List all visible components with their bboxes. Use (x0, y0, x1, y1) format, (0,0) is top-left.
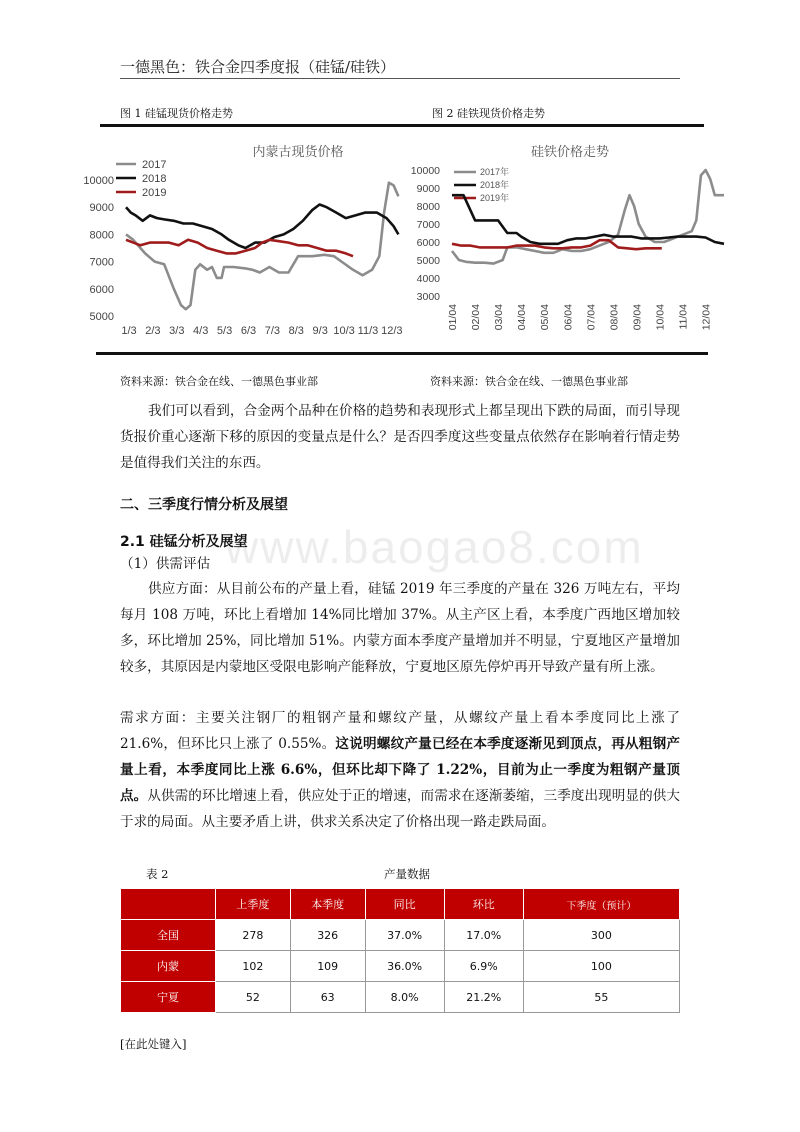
table-cell: 55 (523, 982, 679, 1013)
chart2-y-axis (411, 165, 440, 303)
chart2-y-tick-label: 5000 (416, 255, 440, 267)
demand-text-bold: 这说明螺纹产量已经在本季度逐渐见到顶点，再从粗钢产量上看，本季度同比上涨 6.6%，但环比却下降了 1.22%，目前为止一季度为粗钢产量顶点。 (120, 736, 680, 804)
chart1-x-tick-label: 6/3 (240, 325, 257, 337)
chart2-y-tick-label: 4000 (416, 273, 440, 285)
chart2-x-tick-label: 12/04 (700, 304, 713, 331)
chart2-y-tick-label: 8000 (416, 201, 440, 213)
table-cell: 17.0% (444, 920, 523, 951)
table-cell: 109 (290, 951, 365, 982)
chart2-x-tick-label: 10/04 (654, 304, 667, 331)
chart1-series (126, 183, 398, 310)
page-header-title: 一德黑色：铁合金四季度报（硅锰/硅铁） (120, 58, 396, 76)
chart2-x-tick-label: 05/04 (539, 304, 552, 331)
chart2-y-tick-label: 6000 (416, 237, 440, 249)
chart2-y-tick-label: 9000 (416, 183, 440, 195)
chart2-y-tick-label: 7000 (416, 219, 440, 231)
table-row-header: 宁夏 (121, 982, 216, 1013)
table-cell: 278 (216, 920, 291, 951)
subsection-supply-demand-heading: （1）供需评估 (120, 556, 211, 572)
table-row-header: 内蒙 (121, 951, 216, 982)
chart2-title: 硅铁价格走势 (530, 144, 610, 159)
chart1-x-tick-label: 8/3 (288, 325, 304, 337)
chart1-y-tick-label: 6000 (89, 283, 114, 296)
table-corner-cell (121, 889, 216, 920)
chart1-y-tick-label: 10000 (83, 175, 114, 187)
chart2-legend-label: 2019年 (480, 193, 510, 203)
table-row (121, 920, 680, 951)
chart2-x-tick-label: 08/04 (608, 304, 621, 331)
chart1-x-tick-label: 10/3 (333, 325, 355, 337)
chart1-y-tick-label: 7000 (89, 256, 114, 269)
table-cell: 6.9% (444, 951, 523, 982)
header-rule (120, 78, 680, 79)
footer-placeholder: [在此处键入] (120, 1037, 187, 1051)
table-cell: 102 (216, 951, 291, 982)
chart1-y-axis (83, 175, 114, 323)
demand-text-end: 从供需的环比增速上看，供应处于正的增速，而需求在逐渐萎缩，三季度出现明显的供大于求的局面。从主要矛盾上讲，供求关系决定了价格出现一路走跌局面。 (120, 788, 681, 830)
table-row (121, 982, 680, 1013)
table-caption-title: 产量数据 (384, 867, 430, 881)
production-table (120, 888, 680, 1013)
table-cell: 300 (523, 920, 679, 951)
chart1-legend (116, 159, 166, 199)
chart2-y-tick-label: 10000 (410, 165, 440, 177)
demand-paragraph (120, 705, 680, 835)
table-cell: 63 (290, 982, 365, 1013)
demand-text-start: 需求方面：主要关注钢厂的粗钢产量和螺纹产量，从螺纹产量上看本季度同比上涨了 21.6%，但环比只上涨了 0.55%。 (120, 710, 680, 752)
figure2-source: 资料来源：铁合金在线、一德黑色事业部 (430, 375, 628, 388)
chart1-x-tick-label: 9/3 (312, 325, 328, 337)
section-2-1-heading: 2.1 硅锰分析及展望 (120, 534, 248, 550)
chart2-legend (454, 166, 509, 203)
table-header-cell: 上季度 (216, 889, 291, 920)
table-caption-number: 表 2 (146, 867, 169, 881)
table-row (121, 951, 680, 982)
table-cell: 100 (523, 951, 679, 982)
table-header-cell: 同比 (365, 889, 444, 920)
section-2-heading: 二、三季度行情分析及展望 (120, 497, 288, 513)
supply-paragraph (120, 576, 680, 680)
chart2-legend-label: 2017年 (480, 167, 510, 177)
chart1-series-line (126, 183, 398, 310)
table-cell: 21.2% (444, 982, 523, 1013)
chart2-x-tick-label: 03/04 (493, 304, 506, 331)
chart-fesi-price (410, 132, 730, 347)
table-cell: 37.0% (365, 920, 444, 951)
figure1-source: 资料来源：铁合金在线、一德黑色事业部 (120, 375, 318, 388)
table-cell: 52 (216, 982, 291, 1013)
watermark: www.baogao8.com (225, 521, 644, 573)
intro-paragraph (120, 398, 680, 476)
chart1-x-tick-label: 2/3 (145, 325, 161, 337)
chart1-x-axis (121, 325, 402, 337)
chart2-legend-label: 2018年 (480, 180, 510, 190)
chart1-x-tick-label: 5/3 (216, 325, 233, 337)
table-cell: 326 (290, 920, 365, 951)
chart1-x-tick-label: 12/3 (381, 325, 403, 337)
chart2-x-tick-label: 01/04 (447, 304, 459, 331)
chart1-legend-label: 2018 (142, 173, 167, 185)
chart2-x-axis (447, 304, 713, 330)
chart1-y-tick-label: 8000 (89, 229, 114, 242)
table-header-cell: 下季度（预计） (523, 889, 679, 920)
figure2-caption: 图 2 硅铁现货价格走势 (432, 107, 545, 120)
chart2-x-tick-label: 02/04 (470, 304, 483, 331)
chart1-x-tick-label: 3/3 (169, 325, 185, 337)
chart1-legend-label: 2017 (142, 159, 167, 171)
table-header-cell: 环比 (444, 889, 523, 920)
chart1-x-tick-label: 1/3 (121, 325, 137, 337)
chart2-x-tick-label: 09/04 (631, 304, 644, 331)
chart1-x-tick-label: 7/3 (264, 325, 281, 337)
chart1-y-tick-label: 5000 (89, 311, 114, 323)
chart1-y-tick-label: 9000 (89, 202, 114, 215)
chart2-x-tick-label: 06/04 (562, 304, 575, 331)
table-header-cell: 本季度 (290, 889, 365, 920)
figure1-caption: 图 1 硅锰现货价格走势 (120, 107, 233, 120)
chart1-title: 内蒙古现货价格 (252, 144, 344, 159)
supply-text: 供应方面：从目前公布的产量上看，硅锰 2019 年三季度的产量在 326 万吨左右，平均每月 108 万吨，环比上看增加 14%同比增加 37%。从主产区上看，本季度广西地区增加较多，环比增加 25%，同比增加 51%。内蒙方面本季度产量增加并不明显，宁夏地区产量增加较多，其原因是内蒙地区受限电影响产能释放，宁夏地区原先停炉再开导致产量有所上涨。 (120, 581, 680, 675)
table-row-header: 全国 (121, 920, 216, 951)
figure-bottom-rule (96, 352, 708, 355)
chart2-x-tick-label: 11/04 (677, 304, 690, 330)
chart2-y-tick-label: 3000 (416, 291, 440, 303)
figure-top-rule (100, 124, 704, 127)
chart1-legend-label: 2019 (142, 187, 167, 199)
chart1-series-line (126, 240, 353, 256)
chart2-x-tick-label: 07/04 (585, 304, 598, 331)
intro-text: 我们可以看到，合金两个品种在价格的趋势和表现形式上都呈现出下跌的局面，而引导现货报价重心逐渐下移的原因的变量点是什么？是否四季度这些变量点依然存在影响着行情走势是值得我们关注的东西。 (120, 403, 680, 471)
table-header-row (121, 889, 680, 920)
table-cell: 8.0% (365, 982, 444, 1013)
chart-simn-price (83, 132, 410, 342)
chart1-x-tick-label: 4/3 (193, 325, 209, 337)
table-cell: 36.0% (365, 951, 444, 982)
chart2-x-tick-label: 04/04 (516, 304, 529, 331)
chart1-x-tick-label: 11/3 (357, 325, 379, 337)
